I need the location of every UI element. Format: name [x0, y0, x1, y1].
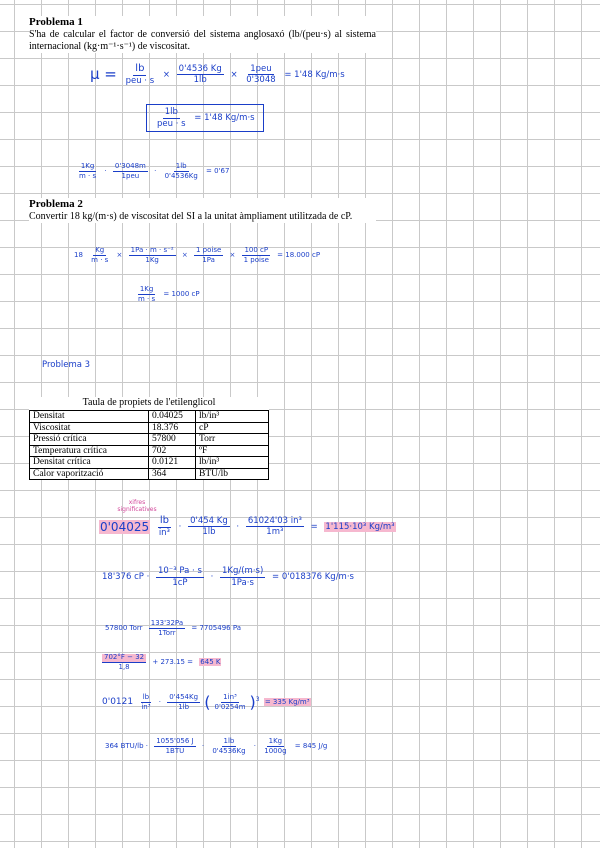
temperature-result: 645 K [200, 658, 221, 666]
critical-density-result: = 335 Kg/m³ [264, 698, 310, 706]
sig-figs-note: xifres significatives [117, 499, 157, 513]
temperature-equation: $\frac{702^\circ F - 32}{1,8}$ + 273.15 = 645 K [104, 653, 221, 671]
problem1-statement: S'ha de calcular el factor de conversió del sistema anglosaxó (lb/(peu·s) al sistema internacional (kg·m⁻¹·s⁻¹) de viscositat. [29, 29, 376, 52]
density-equation: 0'04025 $\frac{lb}{\text{in³}}$ · $\frac{0'454 Kg}{1lb}$ · $\frac{\text{61024'03 in³}}{\text{1m³}}$ = 1'115·10³ Kg/m³ [100, 515, 395, 538]
table-row: Viscositat 18.376 cP [30, 422, 269, 434]
pressure-equation: 57800 Torr $\frac{133'32Pa}{\text{1Torr}}$ = 7705496 Pa [105, 619, 242, 637]
fraction: $\frac{lb}{\text{peu · s}}$ [125, 63, 155, 86]
result: = 1'48 Kg/m·s [284, 69, 345, 80]
problem3-title: Problema 3 [42, 360, 91, 370]
properties-table [29, 397, 269, 480]
problem1-block [29, 16, 376, 53]
problem1-equation-2: $\frac{1Kg}{m \cdot s}$ · $\frac{0'3048m}{\text{1peu}}$ · $\frac{1lb}{0'4536Kg}$ = 0'67 [79, 162, 230, 180]
table-row: Pressió crítica 57800 Torr [30, 434, 269, 446]
density-result: 1'115·10³ Kg/m³ [325, 521, 395, 532]
problem1-equation-1: μ = $\frac{lb}{\text{peu · s}}$ × $\frac{0'4536 Kg}{1lb}$ × $\frac{\text{1peu}}{0'3048}$ = 1'48 Kg/m·s [90, 63, 345, 86]
table-row: Densitat 0.04025 lb/in³ [30, 411, 269, 423]
problem2-equation-1: 18 $\frac{Kg}{m \cdot s}$ × $\frac{\text{1Pa · m · s⁻²}}{1Kg}$ × $\frac{\text{1 poise}}{1Pa}$ × $\frac{100 cP}{\text{1 poise}}$ = 18.000 cP [74, 246, 321, 264]
table-row: Densitat crítica 0.0121 lb/in³ [30, 457, 269, 469]
critical-density-equation: 0'0121 $\frac{lb}{\text{in³}}$ · $\frac{0'454Kg}{1lb}$ ( $\frac{\text{1in³}}{0'0254m}$ )$^3$ = 335 Kg/m³ [102, 692, 310, 712]
problem2-statement: Convertir 18 kg/(m·s) de viscositat del SI a la unitat àmpliament utilitzada de cP. [29, 211, 353, 222]
table-title: Taula de propiets de l'etilenglicol [82, 397, 216, 408]
table-row: Calor vaporització 364 BTU/lb [30, 468, 269, 480]
fraction: $\frac{0'4536 Kg}{1lb}$ [178, 63, 222, 86]
viscosity-equation: 18'376 cP · $\frac{\text{10⁻³ Pa · s}}{1cP}$ · $\frac{1Kg/(m\cdot s)}{1Pa\cdot s}$ = 0'018376 Kg/m·s [102, 566, 354, 588]
mu-symbol: μ = [90, 65, 117, 84]
table [29, 410, 269, 480]
fraction: $\frac{\text{1peu}}{0'3048}$ [246, 63, 276, 86]
problem2-title: Problema 2 [29, 198, 83, 210]
vaporization-equation: 364 BTU/lb · $\frac{1055'056 J}{\text{1BTU}}$ · $\frac{1lb}{0'4536Kg}$ · $\frac{1Kg}{1000g}$ = 845 J/g [105, 737, 328, 755]
problem2-equation-2: $\frac{1Kg}{m \cdot s}$ = 1000 cP [138, 285, 200, 303]
problem1-title: Problema 1 [29, 16, 83, 28]
boxed-result: $\frac{1lb}{\text{peu · s}}$ = 1'48 Kg/m·s [146, 104, 264, 132]
problem2-block [29, 198, 376, 223]
table-row: Temperatura crítica 702 ºF [30, 445, 269, 457]
